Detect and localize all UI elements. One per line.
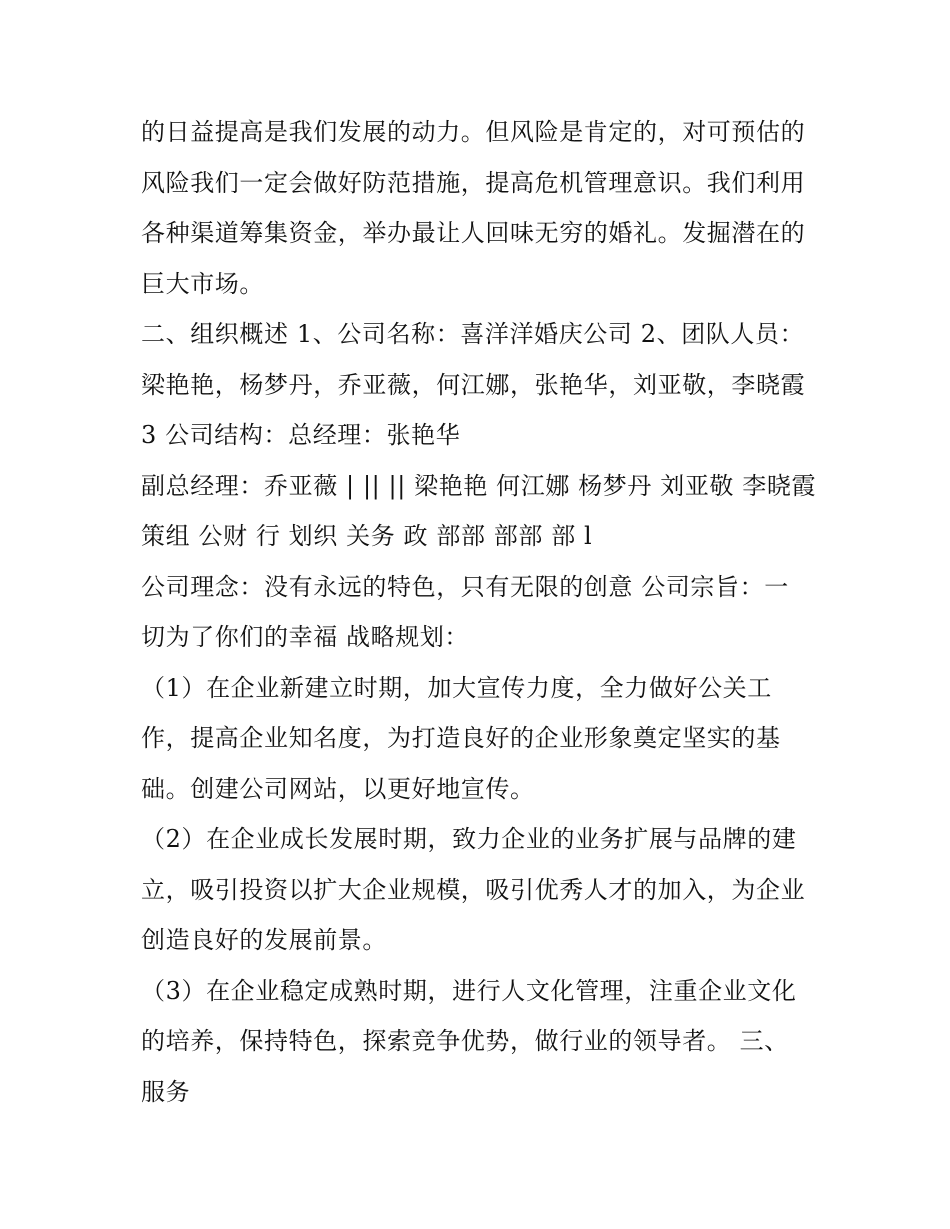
text-line: 的日益提高是我们发展的动力。但风险是肯定的，对可预估的 (141, 118, 806, 146)
body-text (141, 107, 821, 1117)
list-item-line: （3）在企业稳定成熟时期，进行人文化管理，注重企业文化 (141, 976, 797, 1005)
text-line: 服务 (141, 1077, 191, 1106)
text-line: 策组 公财 行 划织 关务 政 部部 部部 部 l (141, 522, 593, 550)
list-item-line: （1）在企业新建立时期，加大宣传力度，全力做好公关工 (141, 673, 772, 702)
section-heading-line: 二、组织概述 1、公司名称：喜洋洋婚庆公司 2、团队人员： (141, 320, 805, 348)
text-line: 作，提高企业知名度，为打造良好的企业形象奠定坚实的基 (141, 724, 781, 752)
list-item-line: （2）在企业成长发展时期，致力企业的业务扩展与品牌的建 (141, 825, 797, 853)
text-line: 公司理念：没有永远的特色，只有无限的创意 公司宗旨：一 (141, 572, 789, 601)
text-line: 立，吸引投资以扩大企业规模，吸引优秀人才的加入，为企业 (141, 875, 806, 904)
text-line: 风险我们一定会做好防范措施，提高危机管理意识。我们利用 (141, 168, 806, 197)
text-line: 巨大市场。 (141, 269, 264, 298)
text-line: 各种渠道筹集资金，举办最让人回味无穷的婚礼。发掘潜在的 (141, 219, 806, 247)
text-line: 3 公司结构：总经理：张艳华 (141, 421, 461, 449)
text-line: 的培养，保持特色，探索竞争优势，做行业的领导者。 三、 (141, 1027, 789, 1055)
text-line: 切为了你们的幸福 战略规划： (141, 623, 470, 651)
text-line: 创造良好的发展前景。 (141, 926, 387, 954)
text-line: 础。创建公司网站，以更好地宣传。 (141, 774, 535, 803)
text-line: 副总经理：乔亚薇 | || || 梁艳艳 何江娜 杨梦丹 刘亚敬 李晓霞 (141, 471, 817, 500)
text-line: 梁艳艳，杨梦丹，乔亚薇，何江娜，张艳华，刘亚敬，李晓霞 (141, 370, 806, 399)
